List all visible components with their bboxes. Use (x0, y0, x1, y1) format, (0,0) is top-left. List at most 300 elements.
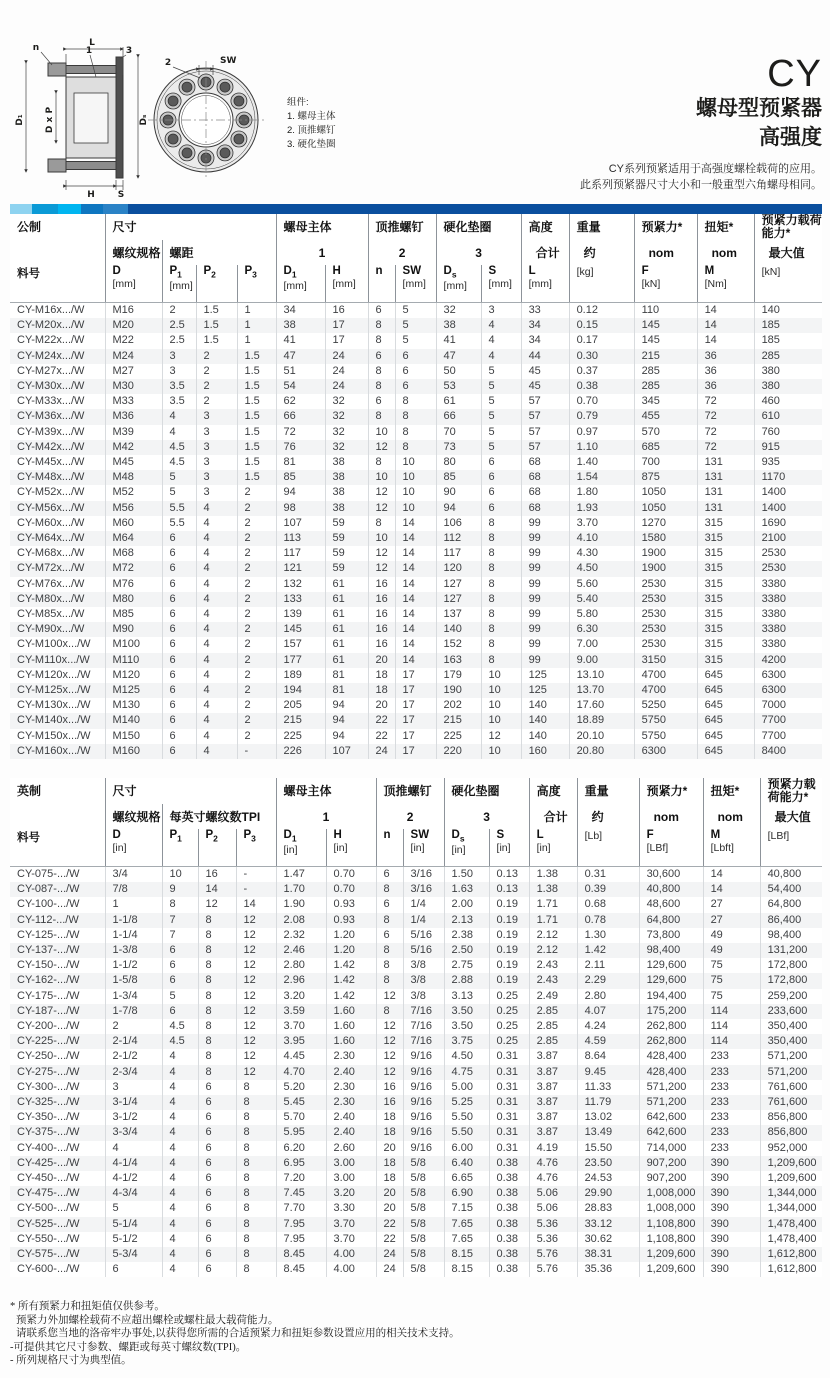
value-cell: 57 (521, 409, 569, 424)
sub-header-row (10, 804, 822, 829)
value-cell: 8 (236, 1080, 276, 1095)
value-cell: 8 (198, 1065, 236, 1080)
value-cell: 8 (376, 1004, 403, 1019)
value-cell: 17.60 (569, 698, 634, 713)
value-cell: 4 (196, 546, 237, 561)
value-cell: 8 (481, 577, 521, 592)
accent-bar-segment (128, 204, 822, 214)
value-cell: 2.38 (444, 928, 489, 943)
value-cell: 2.60 (326, 1141, 376, 1156)
value-cell: 8 (198, 989, 236, 1004)
value-cell: 68 (521, 455, 569, 470)
footnote-line: * 所有预紧力和扭矩值仅供参考。 (10, 1301, 165, 1312)
table-row (10, 440, 822, 455)
value-cell: 36 (697, 349, 754, 364)
table-row (10, 1065, 822, 1080)
value-cell: 7.70 (276, 1201, 326, 1216)
value-cell: 172,800 (760, 958, 822, 973)
value-cell: 94 (325, 698, 368, 713)
value-cell: 140 (521, 729, 569, 744)
value-cell: 6 (481, 470, 521, 485)
value-cell: 85 (276, 470, 325, 485)
value-cell: 0.38 (489, 1201, 529, 1216)
value-cell: 30.62 (577, 1232, 639, 1247)
value-cell: 2530 (634, 622, 697, 637)
part-number-cell: CY-M85x.../W (17, 608, 85, 621)
value-cell: 24 (325, 349, 368, 364)
dim-label-dxp: D x P (45, 106, 55, 134)
value-cell: 1.42 (326, 973, 376, 988)
value-cell: 107 (276, 516, 325, 531)
value-cell: 4.45 (276, 1049, 326, 1064)
value-cell: 7.65 (444, 1232, 489, 1247)
value-cell: 907,200 (639, 1171, 703, 1186)
table-row (10, 303, 822, 319)
value-cell: 760 (754, 425, 822, 440)
value-cell: 0.38 (489, 1217, 529, 1232)
value-cell: 5.60 (569, 577, 634, 592)
value-cell: 2.80 (577, 989, 639, 1004)
value-cell: 12 (236, 943, 276, 958)
value-cell: 10 (395, 501, 436, 516)
part-number-cell: CY-575-.../W (17, 1248, 80, 1261)
part-number-cell: CY-M16x.../W (17, 304, 85, 316)
value-cell: - (237, 744, 276, 759)
value-cell: 152 (436, 637, 481, 652)
value-cell: 94 (276, 485, 325, 500)
value-cell: 48,600 (639, 897, 703, 912)
value-cell: 11.33 (577, 1080, 639, 1095)
value-cell: 185 (754, 333, 822, 348)
value-cell: 1.70 (276, 882, 326, 897)
value-cell: 390 (703, 1262, 760, 1277)
value-cell: 8 (198, 973, 236, 988)
value-cell: 2 (237, 653, 276, 668)
part-number-cell: CY-275-.../W (17, 1065, 80, 1078)
value-cell: 2.75 (444, 958, 489, 973)
value-cell: 5.5 (162, 501, 196, 516)
value-cell: 1,612,800 (760, 1247, 822, 1262)
value-cell: 75 (703, 989, 760, 1004)
value-cell: 14 (395, 637, 436, 652)
value-cell: 2.80 (276, 958, 326, 973)
header-cell (10, 240, 105, 265)
value-cell: 10 (481, 698, 521, 713)
part-number-cell: CY-M33x.../W (17, 395, 85, 408)
value-cell: 94 (325, 713, 368, 728)
value-cell: 8 (481, 546, 521, 561)
value-cell: 7.15 (444, 1201, 489, 1216)
header-cell: 扭矩* (703, 778, 760, 804)
value-cell: 1.54 (569, 470, 634, 485)
value-cell: 6 (162, 668, 196, 683)
value-cell: 2 (196, 349, 237, 364)
value-cell: 259,200 (760, 989, 822, 1004)
value-cell: 12 (236, 1019, 276, 1034)
value-cell: 5750 (634, 713, 697, 728)
value-cell: 61 (325, 637, 368, 652)
value-cell: 6 (162, 698, 196, 713)
dim-label-ds: Dₛ (139, 114, 149, 126)
value-cell: 3.13 (444, 989, 489, 1004)
jack-bolt-icon (220, 82, 230, 92)
column-header: $D_1$ [mm] (276, 265, 325, 303)
part-number-cell: CY-225-.../W (17, 1035, 80, 1048)
table-row (10, 333, 822, 348)
value-cell: 12 (376, 1065, 403, 1080)
value-cell: 61 (325, 607, 368, 622)
header-cell: 硬化垫圈 (436, 214, 521, 240)
table-row (10, 989, 822, 1004)
header-cell: nom (703, 804, 760, 829)
value-cell: 225 (436, 729, 481, 744)
value-cell: 6 (162, 577, 196, 592)
value-cell: 345 (634, 394, 697, 409)
value-cell: 10 (481, 683, 521, 698)
value-cell: 49 (703, 928, 760, 943)
value-cell: 315 (697, 653, 754, 668)
part-number-cell: CY-175-.../W (17, 989, 80, 1002)
value-cell: 4-1/4 (105, 1156, 162, 1171)
value-cell: 8 (198, 928, 236, 943)
value-cell: 8.15 (444, 1262, 489, 1277)
column-header: [LBf] (760, 829, 822, 867)
value-cell: 4700 (634, 668, 697, 683)
table-row (10, 913, 822, 928)
value-cell: 32 (325, 409, 368, 424)
value-cell: 0.17 (569, 333, 634, 348)
value-cell: 14 (697, 318, 754, 333)
value-cell: 12 (198, 897, 236, 912)
value-cell: 6 (162, 683, 196, 698)
table-row (10, 698, 822, 713)
value-cell: 10 (395, 470, 436, 485)
value-cell: 15.50 (577, 1141, 639, 1156)
value-cell: 5.36 (529, 1217, 577, 1232)
value-cell: 3 (196, 425, 237, 440)
value-cell: 0.25 (489, 989, 529, 1004)
value-cell: 285 (634, 379, 697, 394)
value-cell: 3-3/4 (105, 1125, 162, 1140)
drawing-svg (8, 25, 438, 200)
value-cell: 2-3/4 (105, 1065, 162, 1080)
value-cell: 99 (521, 653, 569, 668)
value-cell: 38 (276, 318, 325, 333)
parts-list-item: 2. 顶推螺钉 (287, 125, 336, 136)
column-header: 料号 (10, 265, 105, 303)
header-cell: 螺距 (162, 240, 276, 265)
value-cell: 1.38 (529, 882, 577, 897)
value-cell: - (236, 882, 276, 897)
value-cell: 645 (697, 683, 754, 698)
value-cell: 6 (162, 973, 198, 988)
table-row (10, 409, 822, 424)
value-cell: 8 (368, 455, 395, 470)
value-cell: 3.87 (529, 1080, 577, 1095)
part-number-cell: CY-525-.../W (17, 1217, 80, 1230)
value-cell: M48 (105, 470, 162, 485)
header-cell: 英制 (17, 783, 42, 798)
value-cell: 315 (697, 577, 754, 592)
value-cell: 6 (198, 1171, 236, 1186)
value-cell: 0.30 (569, 349, 634, 364)
value-cell: 8 (236, 1141, 276, 1156)
value-cell: 2 (237, 668, 276, 683)
value-cell: 390 (703, 1171, 760, 1186)
value-cell: 14 (395, 577, 436, 592)
value-cell: 215 (634, 349, 697, 364)
value-cell: 1.5 (237, 394, 276, 409)
value-cell: 99 (521, 516, 569, 531)
value-cell: 127 (436, 592, 481, 607)
value-cell: 0.31 (577, 867, 639, 883)
value-cell: 5-3/4 (105, 1247, 162, 1262)
value-cell: 189 (276, 668, 325, 683)
value-cell: 6 (162, 653, 196, 668)
value-cell: 6 (198, 1186, 236, 1201)
part-number-cell: CY-087-.../W (17, 883, 80, 896)
value-cell: 3.50 (444, 1004, 489, 1019)
value-cell: 17 (325, 318, 368, 333)
part-number-cell: CY-125-.../W (17, 928, 80, 941)
value-cell: 315 (697, 561, 754, 576)
column-header: $P_1$ [mm] (162, 265, 196, 303)
value-cell: 8 (236, 1110, 276, 1125)
column-header: M [Lbft] (703, 829, 760, 867)
value-cell: 2.30 (326, 1095, 376, 1110)
value-cell: 8 (376, 882, 403, 897)
part-number-cell: CY-425-.../W (17, 1156, 80, 1169)
value-cell: 9/16 (403, 1141, 444, 1156)
value-cell: 4.59 (577, 1034, 639, 1049)
value-cell: 38 (436, 318, 481, 333)
value-cell: 114 (703, 1004, 760, 1019)
value-cell: 16 (376, 1095, 403, 1110)
part-number-cell: CY-M140x.../W (17, 714, 91, 727)
value-cell: 33 (521, 303, 569, 319)
column-header-row (10, 265, 822, 303)
value-cell: 32 (325, 394, 368, 409)
header-cell: 3 (444, 804, 529, 829)
value-cell: 8 (376, 958, 403, 973)
value-cell: 4 (162, 1156, 198, 1171)
column-header: $D_s$ [mm] (436, 265, 481, 303)
part-number-cell: CY-M27x.../W (17, 364, 85, 377)
header-cell: 尺寸 (105, 778, 276, 804)
value-cell: 140 (521, 713, 569, 728)
value-cell: 8 (395, 425, 436, 440)
value-cell: 4 (196, 698, 237, 713)
value-cell: 0.38 (489, 1156, 529, 1171)
value-cell: 10 (481, 668, 521, 683)
value-cell: M52 (105, 485, 162, 500)
value-cell: 139 (276, 607, 325, 622)
value-cell: 4.24 (577, 1019, 639, 1034)
header-cell: 公制 (17, 219, 42, 234)
value-cell: 34 (521, 333, 569, 348)
value-cell: 233 (703, 1141, 760, 1156)
table-row (10, 1034, 822, 1049)
column-header: D [mm] (105, 265, 162, 303)
header-cell: 螺母主体 (276, 214, 368, 240)
value-cell: 2530 (754, 546, 822, 561)
value-cell: 145 (634, 318, 697, 333)
part-number-cell: CY-M80x.../W (17, 592, 85, 605)
value-cell: 12 (368, 546, 395, 561)
value-cell: 6 (162, 943, 198, 958)
value-cell: 205 (276, 698, 325, 713)
value-cell: 262,800 (639, 1034, 703, 1049)
value-cell: 99 (521, 561, 569, 576)
value-cell: 4.75 (444, 1065, 489, 1080)
value-cell: 14 (395, 622, 436, 637)
value-cell: 6.65 (444, 1171, 489, 1186)
table-row (10, 1247, 822, 1262)
header-cell: 螺母主体 (276, 778, 376, 804)
value-cell: 5.25 (444, 1095, 489, 1110)
value-cell: 8 (236, 1171, 276, 1186)
value-cell: 17 (395, 698, 436, 713)
value-cell: M16 (105, 303, 162, 319)
value-cell: 64,800 (639, 913, 703, 928)
value-cell: 8.64 (577, 1049, 639, 1064)
value-cell: 160 (521, 744, 569, 759)
value-cell: 1.38 (529, 867, 577, 883)
value-cell: 17 (325, 333, 368, 348)
value-cell: 428,400 (639, 1065, 703, 1080)
value-cell: 8 (368, 364, 395, 379)
value-cell: 233 (703, 1049, 760, 1064)
value-cell: 8 (236, 1247, 276, 1262)
column-header: H [in] (326, 829, 376, 867)
value-cell: 117 (436, 546, 481, 561)
value-cell: 59 (325, 516, 368, 531)
value-cell: 5.06 (529, 1201, 577, 1216)
value-cell: 0.15 (569, 318, 634, 333)
value-cell: 99 (521, 607, 569, 622)
table-row (10, 379, 822, 394)
table-row (10, 577, 822, 592)
value-cell: M45 (105, 455, 162, 470)
value-cell: 3.00 (326, 1171, 376, 1186)
value-cell: 36 (697, 379, 754, 394)
value-cell: 915 (754, 440, 822, 455)
value-cell: 6.30 (569, 622, 634, 637)
value-cell: 6 (162, 637, 196, 652)
value-cell: 1.20 (326, 928, 376, 943)
value-cell: 935 (754, 455, 822, 470)
value-cell: 1690 (754, 516, 822, 531)
part-number-cell: CY-M160x.../W (17, 744, 91, 757)
value-cell: 233 (703, 1065, 760, 1080)
table-row (10, 1004, 822, 1019)
column-header: F [LBf] (639, 829, 703, 867)
value-cell: 18 (376, 1156, 403, 1171)
value-cell: 5-1/2 (105, 1232, 162, 1247)
value-cell: 1.60 (326, 1004, 376, 1019)
value-cell: 1.60 (326, 1034, 376, 1049)
value-cell: 99 (521, 577, 569, 592)
header-cell: 1 (276, 240, 368, 265)
value-cell: 14 (395, 546, 436, 561)
value-cell: 3.5 (162, 379, 196, 394)
value-cell: 5.5 (162, 516, 196, 531)
value-cell: 8 (236, 1125, 276, 1140)
value-cell: 0.38 (489, 1262, 529, 1277)
value-cell: 175,200 (639, 1004, 703, 1019)
value-cell: 6.90 (444, 1186, 489, 1201)
part-number-cell: CY-325-.../W (17, 1096, 80, 1109)
value-cell: 18 (376, 1125, 403, 1140)
value-cell: 6 (162, 531, 196, 546)
column-header: [kN] (754, 265, 822, 303)
value-cell: 8 (368, 333, 395, 348)
value-cell: 5.36 (529, 1232, 577, 1247)
value-cell: 460 (754, 394, 822, 409)
value-cell: 2.13 (444, 913, 489, 928)
value-cell: M68 (105, 546, 162, 561)
part-number-cell: CY-M22x.../W (17, 334, 85, 347)
value-cell: 172,800 (760, 973, 822, 988)
value-cell: 3 (196, 485, 237, 500)
value-cell: 1-3/4 (105, 989, 162, 1004)
value-cell: 12 (236, 973, 276, 988)
value-cell: 455 (634, 409, 697, 424)
value-cell: 18 (376, 1110, 403, 1125)
value-cell: 2.49 (529, 989, 577, 1004)
value-cell: 6 (198, 1080, 236, 1095)
table-row (10, 897, 822, 912)
table-row (10, 364, 822, 379)
value-cell: 8 (481, 561, 521, 576)
value-cell: 32 (325, 425, 368, 440)
value-cell: 5 (162, 989, 198, 1004)
value-cell: 114 (703, 1019, 760, 1034)
value-cell: 390 (703, 1201, 760, 1216)
value-cell: 57 (521, 440, 569, 455)
table-row (10, 1080, 822, 1095)
header-cell: 螺纹规格 (105, 240, 162, 265)
value-cell: 61 (325, 653, 368, 668)
header-cell: 硬化垫圈 (444, 778, 529, 804)
value-cell: 3150 (634, 653, 697, 668)
value-cell: 2100 (754, 531, 822, 546)
header-cell: 3 (436, 240, 521, 265)
value-cell: 5.70 (276, 1110, 326, 1125)
value-cell: 4 (481, 349, 521, 364)
value-cell: 179 (436, 668, 481, 683)
table-row (10, 561, 822, 576)
value-cell: 5/8 (403, 1232, 444, 1247)
value-cell: 3.50 (444, 1019, 489, 1034)
value-cell: 685 (634, 440, 697, 455)
value-cell: 0.31 (489, 1110, 529, 1125)
value-cell: 2 (105, 1019, 162, 1034)
value-cell: M30 (105, 379, 162, 394)
value-cell: 1050 (634, 501, 697, 516)
value-cell: 1,478,400 (760, 1217, 822, 1232)
value-cell: 1.93 (569, 501, 634, 516)
value-cell: 1050 (634, 485, 697, 500)
value-cell: 3380 (754, 592, 822, 607)
value-cell: 8 (198, 913, 236, 928)
header-cell: 预紧力* (634, 214, 697, 240)
value-cell: 0.70 (569, 394, 634, 409)
value-cell: 4 (196, 501, 237, 516)
value-cell: 8 (481, 516, 521, 531)
value-cell: 3.95 (276, 1034, 326, 1049)
value-cell: 645 (697, 668, 754, 683)
